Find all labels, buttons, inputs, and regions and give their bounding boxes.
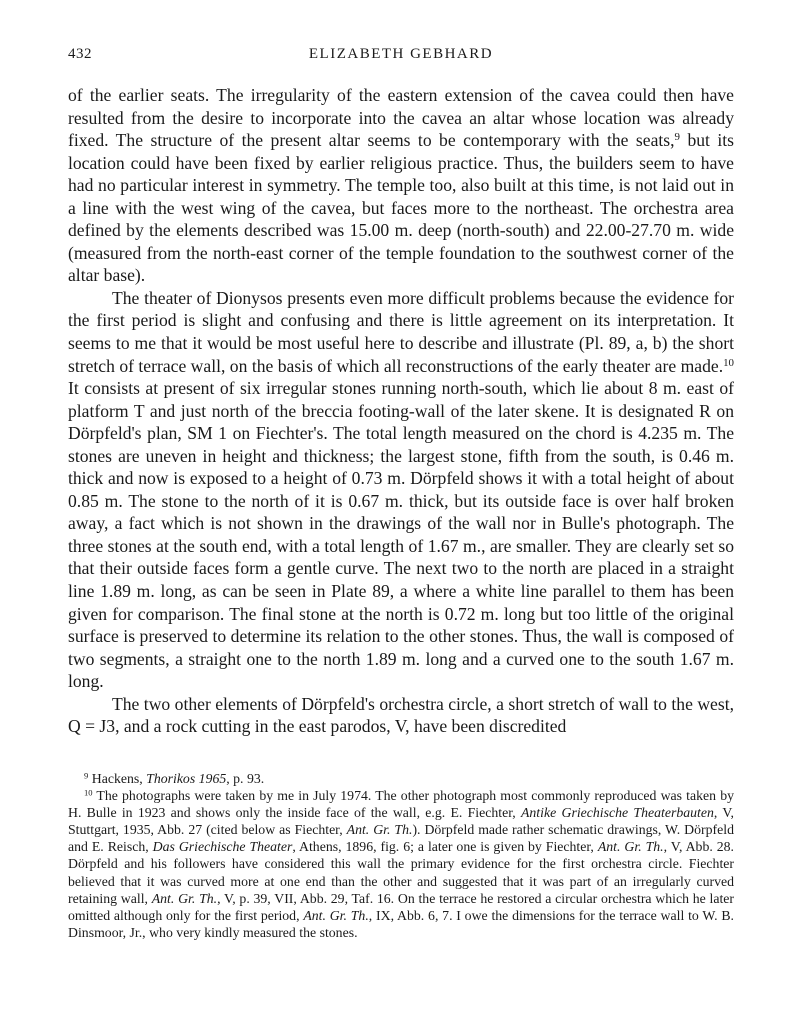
main-text xyxy=(68,84,734,738)
footnotes xyxy=(68,770,734,941)
paragraph-1: of the earlier seats. The irregularity of the eastern extension of the cavea could then have resulted from the desire to incorporate into the cavea an altar whose location was already fixed. The structure of the present altar seems to be contemporary with the seats,$^9$ but its location could have been fixed by earlier religious practice. Thus, the builders seem to have had no particular interest in symmetry. The temple too, also built at this time, is not laid out in a line with the west wing of the cavea, but faces more to the northeast. The orchestra area defined by the elements described was 15.00 m. deep (north-south) and 22.00-27.70 m. wide (measured from the north-east corner of the temple foundation to the southwest corner of the altar base). xyxy=(68,85,735,286)
page-header xyxy=(68,46,734,68)
footnote-9: $^9$ Hackens, Thorikos 1965, p. 93. xyxy=(84,770,265,786)
footnote-ref-9: 9 xyxy=(674,131,680,144)
paragraph-2: The theater of Dionysos presents even more difficult problems because the evidence for the first period is slight and confusing and there is little agreement on its interpretation. It seems to me that it would be most useful here to describe and illustrate (Pl. 89, a, b) the short stretch of terrace wall, on the basis of which all reconstructions of the early theater are made.$^{10}$ It consists at present of six irregular stones running north-south, which lie about 8 m. east of platform T and just north of the breccia footing-wall of the later skene. It is designated R on Dörpfeld's plan, SM 1 on Fiechter's. The total length measured on the chord is 4.235 m. The stones are uneven in height and thickness; the largest stone, fifth from the south, is 0.46 m. thick and now is exposed to a height of 0.73 m. Dörpfeld shows it with a total height of about 0.85 m. The stone to the north of it is 0.67 m. thick, but its outside face is over half broken away, a fact which is not shown in the drawings of the wall nor in Bulle's photograph. The three stones at the south end, with a total length of 1.67 m., are smaller. They are clearly set so that their outside faces form a gentle curve. The next two to the north are placed in a straight line 1.89 m. long, as can be seen in Plate 89, a where a white line parallel to them has been given for comparison. The final stone at the north is 0.72 m. long but too little of the original surface is preserved to determine its relation to the other stones. Thus, the wall is composed of two segments, a straight one to the north 1.89 m. long and a curved one to the south 1.67 m. long. xyxy=(68,287,734,692)
page-number: 432 xyxy=(68,46,92,62)
footnote-10: $^{10}$ The photographs were taken by me in July 1974. The other photograph most commonly reproduced was taken by H. Bulle in 1923 and shows only the inside face of the wall, e.g. E. Fiechter, Antike Griechische Theaterbauten, V, Stuttgart, 1935, Abb. 27 (cited below as Fiechter, Ant. Gr. Th.). Dörpfeld made rather schematic drawings, W. Dörpfeld and E. Reisch, Das Griechische Theater, Athens, 1896, fig. 6; a later one is given by Fiechter, Ant. Gr. Th., V, Abb. 28. Dörpfeld and his followers have considered this wall the primary evidence for the first orchestra circle. Fiechter believed that it was curved more at one end than the other and suggested that it was part of an irregularly curved retaining wall, Ant. Gr. Th., V, p. 39, VII, Abb. 29, Taf. 16. On the terrace he restored a circular orchestra which he later omitted although only for the first period, Ant. Gr. Th., IX, Abb. 6, 7. I owe the dimensions for the terrace wall to W. B. Dinsmoor, Jr., who very kindly measured the stones. xyxy=(68,787,735,940)
footnote-ref-10: 10 xyxy=(723,356,734,369)
paragraph-3: The two other elements of Dörpfeld's orchestra circle, a short stretch of wall to the west, Q = J3, and a rock cutting in the east parodos, V, have been discredited xyxy=(68,693,734,737)
running-head: ELIZABETH GEBHARD xyxy=(308,46,494,62)
